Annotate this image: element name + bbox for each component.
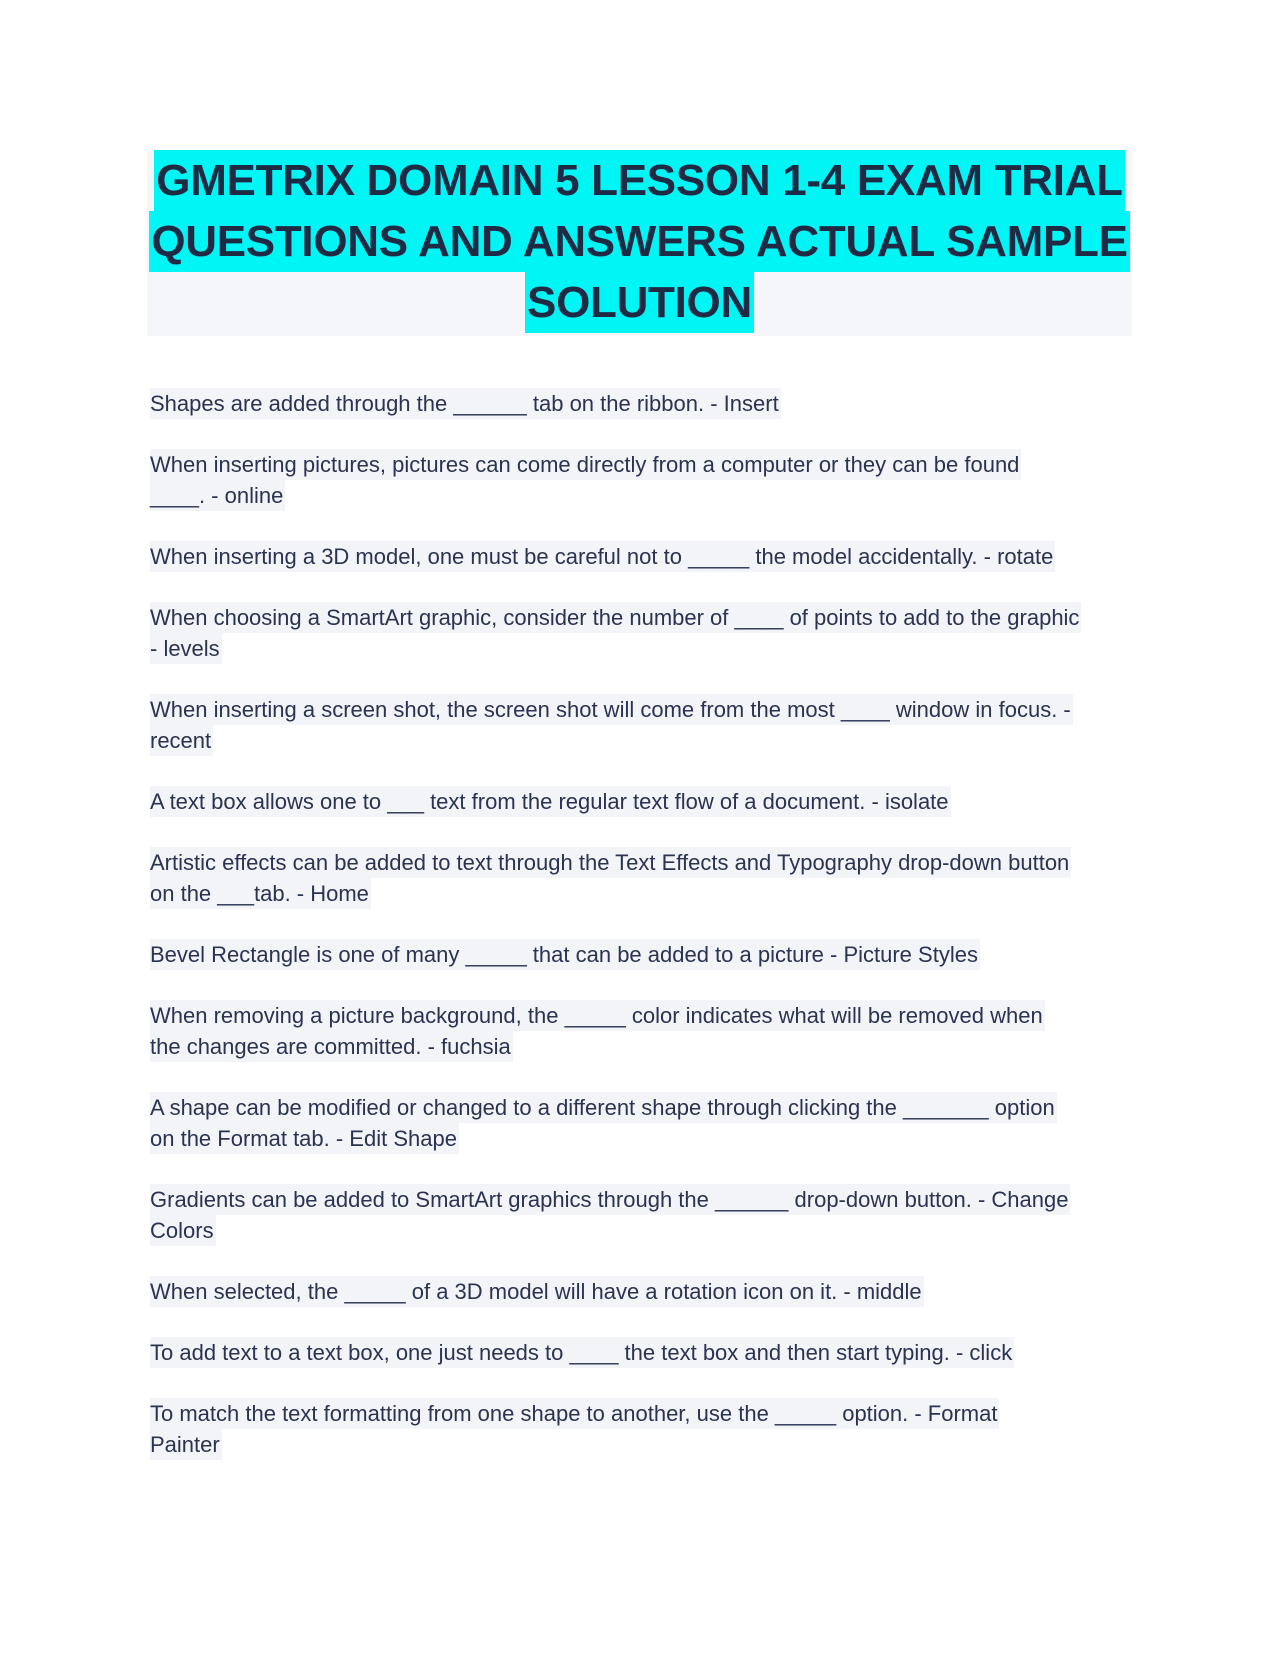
qa-text: A shape can be modified or changed to a different shape through clicking the _______ option [150,1092,1057,1123]
qa-item [150,939,1140,970]
title-row [147,150,1132,211]
qa-text: Painter [150,1429,222,1460]
qa-text: Artistic effects can be added to text through the Text Effects and Typography drop-down button [150,847,1071,878]
qa-text: ____. - online [150,480,285,511]
qa-list [150,388,1140,1460]
title-row [147,211,1132,272]
qa-text: When inserting a screen shot, the screen shot will come from the most ____ window in focus. - [150,694,1073,725]
qa-item [150,1092,1140,1154]
qa-item [150,1000,1140,1062]
qa-text: A text box allows one to ___ text from the regular text flow of a document. - isolate [150,786,951,817]
qa-item [150,602,1140,664]
qa-text: Gradients can be added to SmartArt graphics through the ______ drop-down button. - Change [150,1184,1070,1215]
qa-text: the changes are committed. - fuchsia [150,1031,513,1062]
document-title [147,150,1132,336]
qa-item [150,694,1140,756]
qa-text: Bevel Rectangle is one of many _____ that can be added to a picture - Picture Styles [150,939,980,970]
qa-text: To match the text formatting from one shape to another, use the _____ option. - Format [150,1398,999,1429]
qa-item [150,786,1140,817]
title-line-3: SOLUTION [525,272,754,333]
qa-text: When selected, the _____ of a 3D model will have a rotation icon on it. - middle [150,1276,924,1307]
qa-text: When choosing a SmartArt graphic, consider the number of ____ of points to add to the graphic [150,602,1081,633]
qa-text: on the Format tab. - Edit Shape [150,1123,459,1154]
title-row [147,272,1132,333]
qa-item [150,1337,1140,1368]
qa-item [150,449,1140,511]
qa-item [150,1184,1140,1246]
qa-text: When removing a picture background, the _____ color indicates what will be removed when [150,1000,1045,1031]
qa-text: recent [150,725,213,756]
qa-item [150,847,1140,909]
title-line-1: GMETRIX DOMAIN 5 LESSON 1-4 EXAM TRIAL [154,150,1124,211]
qa-text: on the ___tab. - Home [150,878,371,909]
qa-text: To add text to a text box, one just needs to ____ the text box and then start typing. - click [150,1337,1014,1368]
qa-text: When inserting pictures, pictures can come directly from a computer or they can be found [150,449,1021,480]
qa-item [150,1276,1140,1307]
qa-text: When inserting a 3D model, one must be careful not to _____ the model accidentally. - rotate [150,541,1055,572]
qa-item [150,541,1140,572]
qa-text: - levels [150,633,222,664]
title-line-2: QUESTIONS AND ANSWERS ACTUAL SAMPLE [149,211,1129,272]
qa-text: Shapes are added through the ______ tab on the ribbon. - Insert [150,388,781,419]
qa-text: Colors [150,1215,216,1246]
qa-item [150,1398,1140,1460]
qa-item [150,388,1140,419]
